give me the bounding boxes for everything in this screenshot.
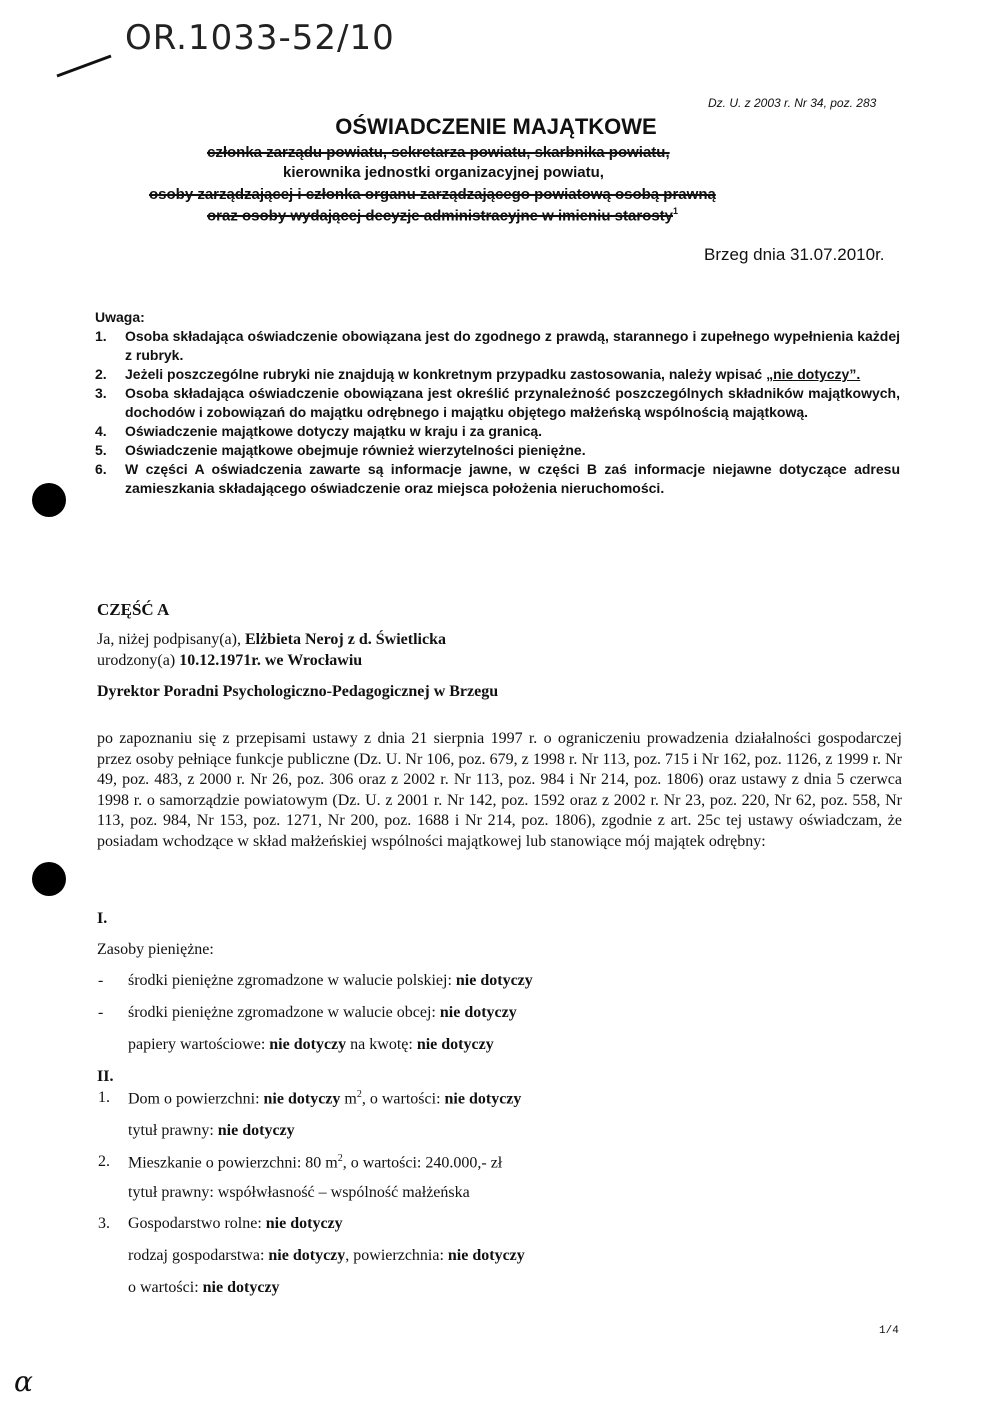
value-label: , o wartości: [361, 1090, 445, 1108]
bullet-dash: - [98, 1004, 104, 1021]
securities-amount-value: nie dotyczy [416, 1036, 494, 1053]
notes-list [95, 327, 900, 498]
subtitle-line-3: osoby zarządzającej i członka organu zarządzającego powiatową osobą prawną [149, 186, 716, 203]
apartment-line [128, 1153, 502, 1172]
note-number: 4. [95, 423, 107, 439]
place-date: Brzeg dnia 31.07.2010r. [704, 245, 885, 264]
farm-type-value: nie dotyczy [268, 1247, 346, 1264]
note-number: 3. [95, 385, 107, 401]
subtitle-line-4: oraz osoby wydającej decyzje administracyjne w imieniu starosty [207, 207, 674, 225]
subtitle-line-2: kierownika jednostki organizacyjnej powiatu, [283, 164, 604, 181]
legal-title-label: tytuł prawny: [128, 1122, 218, 1139]
farm-type-line [128, 1247, 525, 1265]
born-prefix: urodzony(a) [97, 652, 180, 669]
securities-label: papiery wartościowe: [128, 1036, 270, 1053]
note-number: 6. [95, 461, 107, 477]
note-text: Osoba składająca oświadczenie obowiązana jest do zgodnego z prawdą, starannego i zupełnego wypełnienia każdej z rubryk. [125, 328, 900, 363]
farm-value-line [128, 1279, 280, 1297]
section-2-number: II. [97, 1068, 114, 1085]
cash-foreign-line [128, 1004, 517, 1022]
unit-superscript: 2 [356, 1089, 362, 1100]
farm-type-label: rodzaj gospodarstwa: [128, 1247, 269, 1264]
note-number: 2. [95, 366, 107, 382]
note-text: W części A oświadczenia zawarte są informacje jawne, w części B zaś informacje niejawne dotyczące adresu zamieszkania składającego oświadczenie oraz miejsca położenia nieruchomości. [125, 461, 900, 496]
note-text-quoted: „nie dotyczy”. [766, 366, 861, 382]
cash-pln-line [128, 972, 533, 990]
note-text: Oświadczenie majątkowe dotyczy majątku w kraju i za granicą. [125, 423, 543, 439]
note-number: 5. [95, 442, 107, 458]
footnote-mark: 1 [673, 206, 679, 216]
legal-title-value: współwłasność – wspólność małżeńska [217, 1184, 470, 1201]
notes-label: Uwaga: [95, 309, 145, 325]
note-item [95, 327, 900, 365]
house-label: Dom o powierzchni: [128, 1090, 264, 1108]
punch-hole-bottom [32, 862, 66, 896]
item-number: 1. [98, 1089, 110, 1106]
note-item [95, 384, 900, 422]
handwritten-reference: OR.1033-52/10 [125, 18, 395, 58]
declaration-paragraph: po zapoznaniu się z przepisami ustawy z dnia 21 sierpnia 1997 r. o ograniczeniu prowadzenia działalności gospodarczej przez osoby pełniące funkcje publiczne (Dz. U. Nr 106, poz. 679, z 1998 r. Nr 113, poz. 715 i Nr 162, poz. 1126, z 1999 r. Nr 49, poz. 483, z 2000 r. Nr 26, poz. 306 oraz z 2002 r. Nr 113, poz. 984 i Nr 214, poz. 1806) oraz ustawy z dnia 5 czerwca 1998 r. o samorządzie powiatowym (Dz. U. z 2001 r. Nr 142, poz. 1592 oraz z 2002 r. Nr 23, poz. 220, Nr 62, poz. 558, Nr 113, poz. 984, Nr 153, poz. 1271, Nr 200, poz. 1688 i Nr 214, poz. 1806), zgodnie z art. 25c tej ustawy oświadczam, że posiadam wchodzące w skład małżeńskiej wspólności majątkowej lub stanowiące mój majątek odrębny: [97, 730, 902, 850]
securities-line [128, 1036, 494, 1054]
farm-line [128, 1215, 343, 1233]
section-1-number: I. [97, 910, 108, 927]
section-1-heading: Zasoby pieniężne: [97, 941, 214, 958]
farm-area-label: , powierzchnia: [345, 1247, 448, 1264]
subtitle-line-4-wrap [207, 206, 678, 225]
subtitle-line-1: członka zarządu powiatu, sekretarza powiatu, skarbnika powiatu, [207, 144, 670, 161]
legal-title-value: nie dotyczy [217, 1122, 295, 1139]
note-item [95, 441, 900, 460]
note-text: Oświadczenie majątkowe obejmuje również wierzytelności pieniężne. [125, 442, 586, 458]
pen-stroke [55, 50, 115, 80]
apartment-value: , o wartości: 240.000,- zł [342, 1154, 503, 1172]
bullet-dash: - [98, 972, 104, 989]
handwritten-initials: α [14, 1365, 33, 1398]
house-area-value: nie dotyczy [263, 1090, 341, 1108]
farm-worth-label: o wartości: [128, 1279, 203, 1296]
note-item [95, 422, 900, 441]
position-title: Dyrektor Poradni Psychologiczno-Pedagogicznej w Brzegu [97, 683, 499, 700]
farm-label: Gospodarstwo rolne: [128, 1215, 266, 1232]
house-line [128, 1089, 521, 1108]
cash-foreign-label: środki pieniężne zgromadzone w walucie obcej: [128, 1004, 440, 1021]
cash-foreign-value: nie dotyczy [439, 1004, 517, 1021]
legal-reference: Dz. U. z 2003 r. Nr 34, poz. 283 [708, 96, 877, 110]
note-text: Osoba składająca oświadczenie obowiązana jest określić przynależność poszczególnych składników majątkowych, dochodów i zobowiązań do majątku odrębnego i majątku objętego małżeńską wspólnością majątkową. [125, 385, 900, 420]
note-item [95, 460, 900, 498]
note-text: Jeżeli poszczególne rubryki nie znajdują w konkretnym przypadku zastosowania, należy wpisać [125, 366, 763, 382]
declarant-name-line [97, 630, 446, 651]
unit-superscript: 2 [337, 1153, 343, 1164]
item-number: 2. [98, 1153, 110, 1170]
note-text-wrap [125, 365, 900, 384]
house-title-line [128, 1122, 295, 1140]
cash-pln-label: środki pieniężne zgromadzone w walucie polskiej: [128, 972, 456, 989]
document-title: OŚWIADCZENIE MAJĄTKOWE [335, 114, 657, 139]
punch-hole-top [32, 483, 66, 517]
birth-line [97, 651, 362, 672]
house-value: nie dotyczy [444, 1090, 522, 1108]
page-number: 1/4 [879, 1325, 899, 1337]
legal-title-label: tytuł prawny: [128, 1184, 218, 1201]
name-prefix: Ja, niżej podpisany(a), [97, 631, 245, 648]
item-number: 3. [98, 1215, 110, 1232]
apartment-title-line [128, 1184, 470, 1202]
part-a-title: CZĘŚĆ A [97, 600, 170, 619]
cash-pln-value: nie dotyczy [455, 972, 533, 989]
apartment-area: Mieszkanie o powierzchni: 80 m [128, 1154, 338, 1172]
securities-value: nie dotyczy [269, 1036, 347, 1053]
securities-amount-label: na kwotę: [346, 1036, 417, 1053]
note-item [95, 365, 900, 384]
farm-area-value: nie dotyczy [447, 1247, 525, 1264]
farm-value: nie dotyczy [265, 1215, 343, 1232]
area-unit: m [340, 1090, 357, 1108]
birth-info: 10.12.1971r. we Wrocławiu [179, 652, 363, 669]
declarant-name: Elżbieta Neroj z d. Świetlicka [244, 631, 446, 648]
farm-worth-value: nie dotyczy [202, 1279, 280, 1296]
note-number: 1. [95, 328, 107, 344]
